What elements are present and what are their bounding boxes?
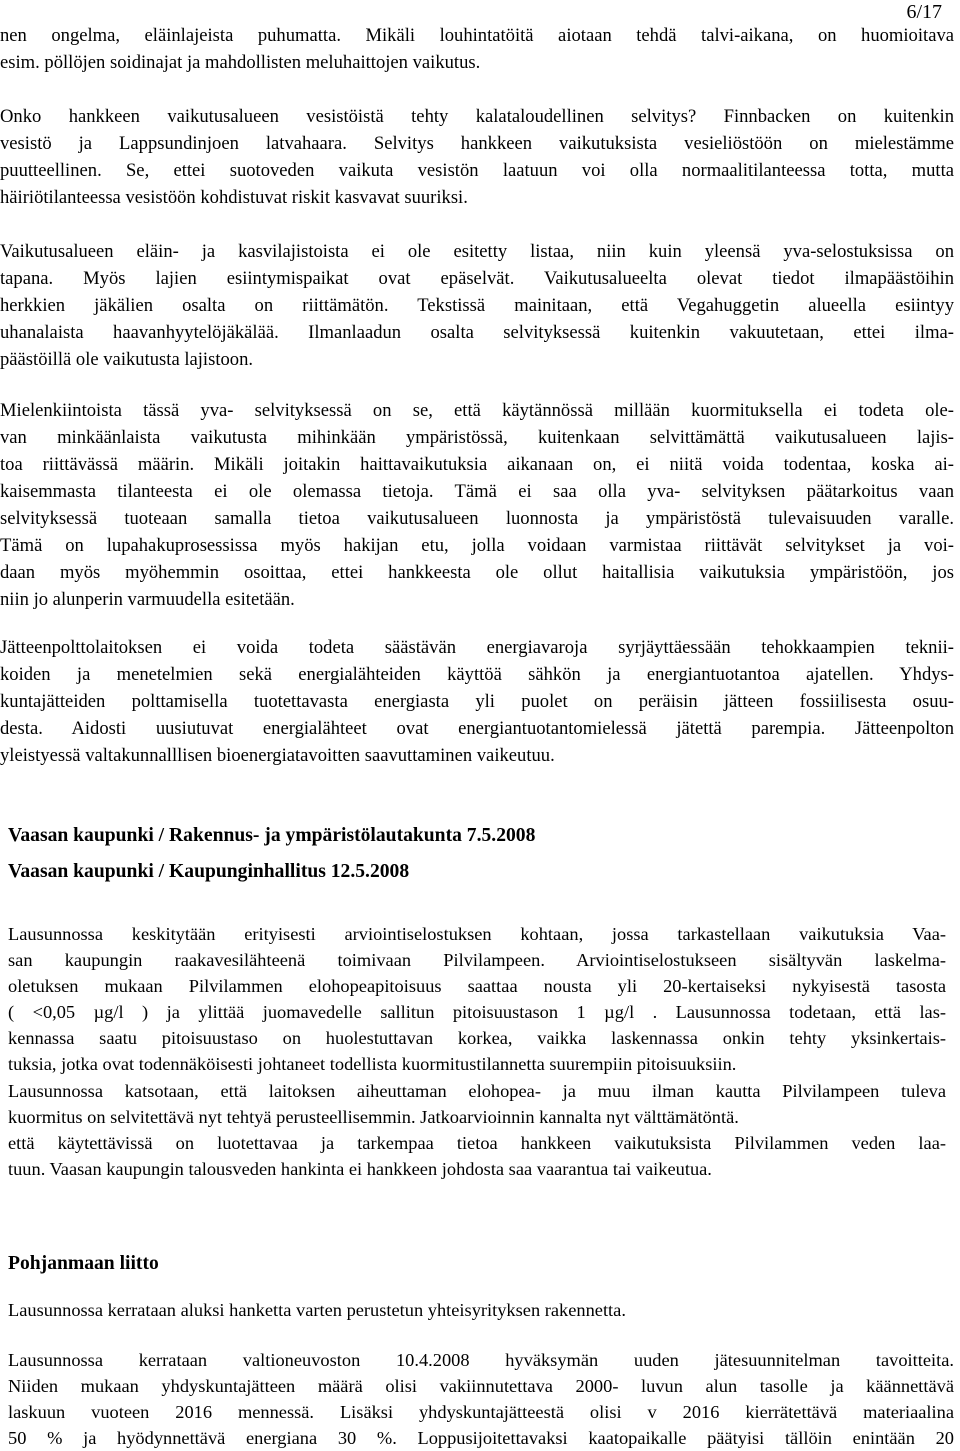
text-line: puutteellinen. Se, ettei suotoveden vaikuta vesistön laatuun voi olla normaalitilanteessa totta, mutta bbox=[0, 160, 954, 181]
text-line: Mielenkiintoista tässä yva- selvityksessä on se, että käytännössä millään kuormituksella ei todeta ole- bbox=[0, 400, 954, 421]
text-line: yleistyessä valtakunnalllisen bioenergiatavoitten saavuttaminen vaikeutuu. bbox=[0, 745, 555, 766]
text-line: uhanalaista haavanhyytelöjäkälää. Ilmanlaadun osalta selvityksessä kuitenkin vakuutetaan, ettei ilma- bbox=[0, 322, 954, 343]
paragraph-4 bbox=[0, 397, 954, 613]
text-line: Jätteenpolttolaitoksen ei voida todeta säästävän energiavaroja syrjäyttäessään tehokkaampien teknii- bbox=[0, 637, 954, 658]
text-line: esim. pöllöjen soidinajat ja mahdollisten meluhaittojen vaikutus. bbox=[0, 52, 481, 73]
text-line: Tämä on lupahakuprosessissa myös hakijan etu, jolla voidaan varmistaa riittävät selvitykset ja voi- bbox=[0, 535, 954, 556]
text-line: että käytettävissä on luotettavaa ja tarkempaa tietoa hankkeen vaikutuksista Pilvilammen veden laa- bbox=[8, 1132, 946, 1153]
pohjanmaa-paragraph-1 bbox=[8, 1297, 946, 1323]
text-line: Lausunnossa kerrataan valtioneuvoston 10.4.2008 hyväksymän uuden jätesuunnitelman tavoitteita. bbox=[8, 1350, 954, 1370]
paragraph-2 bbox=[0, 103, 954, 211]
text-line: san kaupungin raakavesilähteenä toimivaan Pilvilampeen. Arviointiselostukseen sisältyvän laskelma- bbox=[8, 950, 946, 971]
text-line: Onko hankkeen vaikutusalueen vesistöistä tehty kalataloudellinen selvitys? Finnbacken on kuitenkin bbox=[0, 106, 954, 127]
text-line: Lausunnossa katsotaan, että laitoksen aiheuttaman elohopea- ja muu ilman kautta Pilvilampeen tuleva bbox=[8, 1080, 946, 1101]
text-line: van minkäänlaista vaikutusta mihinkään ympäristössä, kuitenkaan selvittämättä vaikutusalueen lajis- bbox=[0, 427, 954, 448]
paragraph-3 bbox=[0, 238, 954, 373]
text-line: herkkien jäkälien osalta on riittämätön. Tekstissä mainitaan, että Vegahuggetin alueella esiintyy bbox=[0, 295, 954, 316]
text-line: koiden ja menetelmien sekä energialähteiden käyttöä sähkön ja energiantuotantoa ajatellen. Yhdys- bbox=[0, 664, 954, 685]
text-line: häiriötilanteessa vesistöön kohdistuvat riskit kasvavat suuriksi. bbox=[0, 187, 468, 208]
pohjanmaa-paragraph-2 bbox=[8, 1347, 954, 1451]
text-line: daan myös myöhemmin osoittaa, ettei hankkeesta ole ollut haitallisia vaikutuksia ympäristöön, jos bbox=[0, 562, 954, 583]
text-line: tuun. Vaasan kaupungin talousveden hankinta ei hankkeen johdosta saa vaarantua tai vaikeutua. bbox=[8, 1158, 712, 1179]
text-line: toa riittävässä määrin. Mikäli joitakin haittavaikutuksia aikanaan on, ei niitä voida todentaa, koska ai- bbox=[0, 454, 954, 475]
text-line: laskuun vuoteen 2016 mennessä. Lisäksi yhdyskuntajätteestä olisi v 2016 kierrätettävä materiaalina bbox=[8, 1402, 954, 1422]
text-line: päästöillä ole vaikutusta lajistoon. bbox=[0, 349, 254, 370]
text-line: desta. Aidosti uusiutuvat energialähteet ovat energiantuotantomielessä jätettä parempia. Jätteenpolton bbox=[0, 718, 954, 739]
vaasa-statement bbox=[8, 921, 946, 1182]
section-heading-vaasa-1: Vaasan kaupunki / Rakennus- ja ympäristölautakunta 7.5.2008 bbox=[8, 825, 536, 846]
text-line: Vaikutusalueen eläin- ja kasvilajistoista ei ole esitetty listaa, niin kuin yleensä yva-selostuksissa on bbox=[0, 241, 954, 262]
text-line: oletuksen mukaan Pilvilammen elohopeapitoisuus saattaa nousta yli 20-kertaiseksi nykyisestä tasosta bbox=[8, 976, 946, 997]
text-line: Lausunnossa kerrataan aluksi hanketta varten perustetun yhteisyrityksen rakennetta. bbox=[8, 1300, 626, 1320]
text-line: tapana. Myös lajien esiintymispaikat ovat epäselvät. Vaikutusalueelta olevat tiedot ilmapäästöihin bbox=[0, 268, 954, 289]
text-line: Lausunnossa keskitytään erityisesti arviointiselostuksen kohtaan, jossa tarkastellaan vaikutuksia Vaa- bbox=[8, 924, 946, 944]
text-line: selvityksessä tuoteaan samalla tietoa vaikutusalueen luonnosta ja ympäristöstä tulevaisuuden varalle. bbox=[0, 508, 954, 529]
section-heading-vaasa-2: Vaasan kaupunki / Kaupunginhallitus 12.5.2008 bbox=[8, 861, 410, 882]
text-line: tuksia, jotka ovat todennäköisesti johtaneet todellista kuormitustilannetta suurempiin pitoisuuksiin. bbox=[8, 1054, 737, 1075]
text-line: vesistö ja Lappsundinjoen latvahaara. Selvitys hankkeen vaikutuksista vesieliöstöön on mielestämme bbox=[0, 133, 954, 154]
paragraph-5 bbox=[0, 634, 954, 769]
text-line: Niiden mukaan yhdyskuntajätteen määrä olisi vakiinnutettava 2000- luvun alun tasolle ja käännettävä bbox=[8, 1376, 954, 1396]
section-heading-pohjanmaa: Pohjanmaan liitto bbox=[8, 1253, 159, 1274]
text-line: 50 % ja hyödynnettävä energiana 30 %. Loppusijoitettavaksi kaatopaikalle päätyisi tällöin enintään 20 bbox=[8, 1428, 954, 1448]
paragraph-1 bbox=[0, 22, 954, 76]
text-line: kaisemmasta tilanteesta ei ole olemassa tietoja. Tämä ei saa olla yva- selvityksen päätarkoitus vaan bbox=[0, 481, 954, 502]
text-line: kuormitus on selvitettävä nyt tehtyä perusteellisemmin. Jatkoarvioinnin kannalta nyt välttämätöntä. bbox=[8, 1106, 739, 1127]
text-line: kuntajätteiden polttamisella tuotettavasta energiasta yli puolet on peräisin jätteen fossiilisesta osuu- bbox=[0, 691, 954, 712]
text-line: niin jo alunperin varmuudella esitetään. bbox=[0, 589, 295, 610]
text-line: kennassa saatu pitoisuustaso on huolestuttavan korkea, vaikka laskennassa onkin tehty yksinkertais- bbox=[8, 1028, 946, 1049]
page-number: 6/17 bbox=[906, 1, 942, 23]
text-line: ( <0,05 µg/l ) ja ylittää juomavedelle sallitun pitoisuustason 1 µg/l . Lausunnossa todetaan, että las- bbox=[8, 1002, 946, 1023]
text-line: nen ongelma, eläinlajeista puhumatta. Mikäli louhintatöitä aiotaan tehdä talvi-aikana, on huomioitava bbox=[0, 25, 954, 46]
